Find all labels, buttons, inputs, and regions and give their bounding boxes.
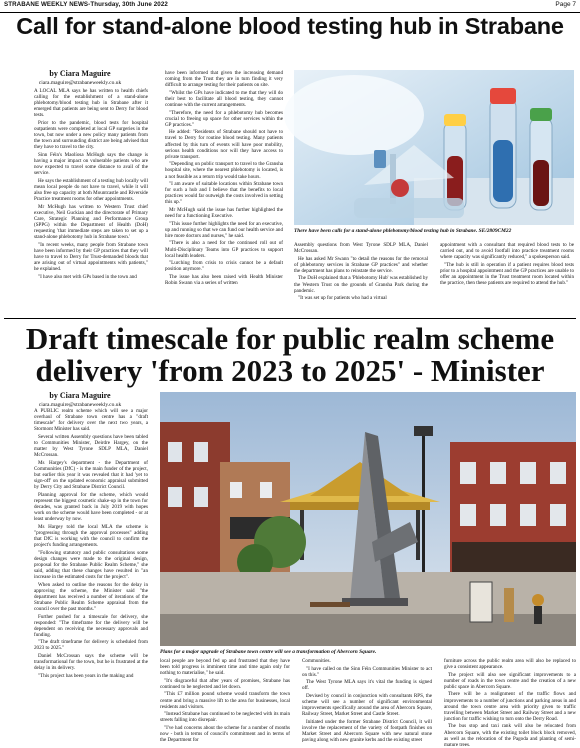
article2-byline	[20, 392, 140, 409]
article-paragraph: Ms Hargey told the local MLA the scheme is "progressing through the approval processes" adding that DfC is working with the council to confirm the project's funding arrangements.	[34, 523, 148, 548]
article1-headline: Call for stand-alone blood testing hub in Strabane	[16, 13, 564, 39]
article-paragraph: Communities.	[302, 658, 331, 664]
article-paragraph: He says the establishment of a testing hub locally will mean local people do not have to travel, while it will also free up capacity at both Mountcastle and Riverside Practice treatment rooms for other appointments.	[34, 177, 148, 203]
article-paragraph: The West Tyrone MLA says it's vital the funding is signed off.	[302, 679, 432, 692]
article1-byline	[20, 70, 140, 87]
page-number: Page 7	[555, 1, 576, 8]
article-paragraph: Several written Assembly questions have been tabled to Communities Minister, Deirdre Hargey, on the matter by West Tyrone SDLP MLA, Daniel McCrossan.	[34, 433, 148, 459]
page-header	[0, 0, 580, 13]
article-paragraph: A PUBLIC realm scheme which will see a major overhaul of Strabane town centre has a "draft timescale" for delivery over the next two years, a Stormont Minister has said.	[34, 408, 148, 433]
article-paragraph: The bus stop and taxi rank will also be relocated from Abercorn Square, with the existing toilet block block removed, as well as the relocation of the Pagoda and planting of semi-mature trees.	[444, 723, 576, 748]
article-paragraph: "It was set up for patients who had a virtual	[298, 295, 387, 302]
article-paragraph: "I have also met with GPs based in the town and	[38, 273, 137, 280]
article-paragraph: Daniel McCrossan says the scheme will be transformational for the town, but he is frustrated at the delay in its delivery.	[34, 653, 148, 672]
article-paragraph: Prior to the pandemic, blood tests for hospital outpatients were completed at local GP surgeries in the town, but now under a new policy many patients from the town and surrounding district are being advised that they have to travel to the city.	[34, 119, 148, 151]
article1-photo-blood-samples	[294, 70, 574, 225]
article1-column-2	[165, 70, 283, 310]
article-paragraph: "Lurching from crisis to crisis cannot be a default position anymore."	[165, 260, 283, 273]
article2-email: ciara.maguire@strabaneweekly.co.uk	[38, 401, 122, 408]
article-paragraph: The project will also see significant improvements to a number of roads in the town centre and the creation of a new public space in Abercorn Square.	[444, 671, 576, 690]
article-paragraph: "This issue further highlights the need for an executive, up and running so that we can fund our health service and hire more doctors and nurses," he said.	[165, 220, 283, 239]
article-paragraph: "Following statutory and public consultations some design changes were made to the original design, proposal for the Strabane Public Realm Scheme," she said, adding that these changes have resulted in "an increase in the estimated costs for the project".	[34, 549, 148, 580]
publication-date: STRABANE WEEKLY NEWS-Thursday, 30th June 2022	[4, 1, 168, 8]
article-paragraph: Mr McHugh said the issue has further highlighted the need for a functioning Executive.	[165, 206, 283, 220]
article-paragraph: A LOCAL MLA says he has written to health chiefs calling for the establishment of a stand-alone phlebotomy/blood testing hub in Strabane after it emerged that patients are being sent to Derry for blood tests.	[34, 88, 148, 119]
article-paragraph: He has asked Mr Swann "to detail the reasons for the removal of phlebotomy services in Strabane GP practices" and whether the department has plans to reinstate the service.	[294, 255, 428, 274]
article-paragraph: Sinn Féin's Maolíosa McHugh says the change is having a major impact on vulnerable patients who are now expected to travel some distance to avail of the service.	[34, 151, 148, 177]
article2-column-3	[302, 658, 432, 744]
article-paragraph: "Whilst the GPs have indicated to me that they will do their best to facilitate all blood testing, they cannot continue with the current arrangements.	[165, 89, 283, 108]
article-paragraph: "I've had concerns about the scheme for a number of months now - both in terms of council's commitment and in terms of the Department for	[160, 724, 290, 744]
article-paragraph: Ms Hargey's department - the Department of Communities (DfC) - is the main funder of the project, but earlier this year it was revealed that it had 'yet to sign-off' on the updated economic appraisal submitted by Derry City and Strabane District Council.	[34, 459, 148, 491]
article-paragraph: Further pushed for a timescale for delivery, she responded: "The timeframe for the delivery will be dependent on receiving the necessary approvals and funding.	[34, 613, 148, 638]
article1-author: by Ciara Maguire	[49, 69, 111, 78]
article2-column-1	[34, 408, 148, 732]
article-paragraph: "I have called on the Sinn Féin Communities Minister to act on this."	[302, 665, 432, 678]
article-paragraph: Assembly questions from West Tyrone SDLP MLA, Daniel McCrossan.	[294, 242, 428, 255]
article-paragraph: "It's disgraceful that after years of promises, Strabane has continued to be neglected and let down.	[160, 677, 290, 690]
article-paragraph: "Depending on public transport to travel to the Gransha hospital site, where the nearest phlebotomy is located, is a not feasible as a return trip would take hours.	[165, 161, 283, 180]
article-paragraph: have been informed that given the increasing demand coming from the Trust they are in turn finding it very difficult to arrange testing for their patients on site.	[165, 70, 283, 89]
article-paragraph: "The draft timeframe for delivery is scheduled from 2023 to 2025."	[34, 639, 148, 652]
article-paragraph: "Therefore, the need for a phlebotomy hub becomes crucial to freeing up space for other services within the GP practices."	[165, 109, 283, 128]
article-paragraph: "This £7 million pound scheme would transform the town centre and bring a massive lift to the area for businesses, local residents and visitors.	[160, 691, 290, 710]
article2-column-4	[444, 658, 576, 748]
article1-photo-caption: There have been calls for a stand-alone phlebotomy/blood testing hub in Strabane. SE/2809CM22	[294, 228, 512, 234]
article-paragraph: "The hub is still in operation if a patient requires blood tests prior to a hospital appointment and the GP practices are unable to offer an appointment in the Trust treatment room located within the practice, then these patients are required to attend the hub."	[440, 261, 574, 287]
article2-column-2	[160, 658, 290, 744]
article-paragraph: He added: "Residents of Strabane should not have to travel to Derry for routine blood testing. Many patients affected by this turn of events will have poor mobility, serious health conditions nor will they have access to private transport.	[165, 129, 283, 160]
article2-author: by Ciara Maguire	[49, 391, 111, 400]
article-paragraph: The issue has also been raised with Health Minister Robin Swann via a series of written	[165, 273, 283, 286]
article2-headline: Draft timescale for public realm scheme delivery 'from 2023 to 2025' - Minister	[25, 321, 555, 388]
article-divider	[4, 318, 576, 319]
article-paragraph: Devised by council in conjunction with consultants RPS, the scheme will see a number of significant environmental improvements specifically around the area of Abercorn Square, Railway Street, Market Street and Castle Street.	[302, 692, 432, 718]
article-paragraph: When asked to outline the reasons for the delay in approving the scheme, the Minister said "the department has received a number of iterations of the Strabane Public Realm Scheme appraisal from the council over the past months."	[34, 581, 148, 612]
article-paragraph: There will be a realignment of the traffic flows and improvements to a number of junctions and parking areas in and around the town centre area with priority given to traffic travelling between Market Street and Railway Street and a new junction for traffic wishing to turn onto the Derry Road.	[444, 691, 576, 722]
article-paragraph: Planning approval for the scheme, which would represent the biggest cosmetic shake-up in the town for decades, was granted back in July 2019 with hopes work on the scheme would have been completed - or at least underway by now.	[34, 491, 148, 523]
article1-email: ciara.maguire@strabaneweekly.co.uk	[38, 79, 122, 86]
article-paragraph: appointment with a consultant that required blood tests to be carried out, and to avoid footfall into practice treatment rooms where capacity was significantly reduced," a spokesperson said.	[440, 242, 574, 261]
article-paragraph: The DoH explained that a 'Phlebotomy Hub' was established by the Western Trust on the grounds of Gransha Park during the pandemic.	[294, 275, 428, 294]
article-paragraph: "Instead Strabane has continued to be neglected with its main streets falling into disrepair.	[160, 711, 290, 724]
article-paragraph: "I am aware of suitable locations within Strabane town for such a hub and I believe that the benefits to local practices would far outweigh the costs involved in setting this up."	[165, 181, 283, 206]
article-paragraph: "There is also a need for the continued roll out of Multi-Disciplinary Teams into GP practices to support local health leaders.	[165, 240, 283, 259]
article1-column-4	[440, 242, 574, 312]
article-paragraph: "This project has been years in the making and	[38, 672, 134, 679]
article-paragraph: Mr McHugh has written to Western Trust chief executive, Neil Guckian and the directorate of Primary Care, Strategic Planning and Performance Group (SPPG) within the Department of Health (DoH) requesting 'that immediate steps are taken to set up a stand-alone phlebotomy hub in Strabane town.'	[34, 203, 148, 241]
article-paragraph: local people are beyond fed up and frustrated that they have been told progress is imminent time and time again only for nothing to materialise," he said.	[160, 658, 290, 677]
article-paragraph: "In recent weeks, many people from Strabane town have been informed by their GP practices that they will have to travel to Derry for Trust-demanded bloods that are arising out of virtual appointments with patients," he explained.	[34, 241, 148, 273]
article1-column-1	[34, 88, 148, 310]
article-paragraph: furniture across the public realm area will also be replaced to give a consistent appearance.	[444, 658, 576, 671]
article-paragraph: Initiated under the former Strabane District Council, it will involve the replacement of the variety of footpath finishes on Market Street and Abercorn Square with new natural stone paving along with new granite kerbs and the existing street	[302, 718, 432, 744]
article2-photo-caption: Plans for a major upgrade of Strabane town centre will see a transformation of Abercorn Square.	[160, 649, 377, 655]
article2-photo-abercorn-square	[160, 392, 576, 646]
article1-column-3	[294, 242, 428, 312]
